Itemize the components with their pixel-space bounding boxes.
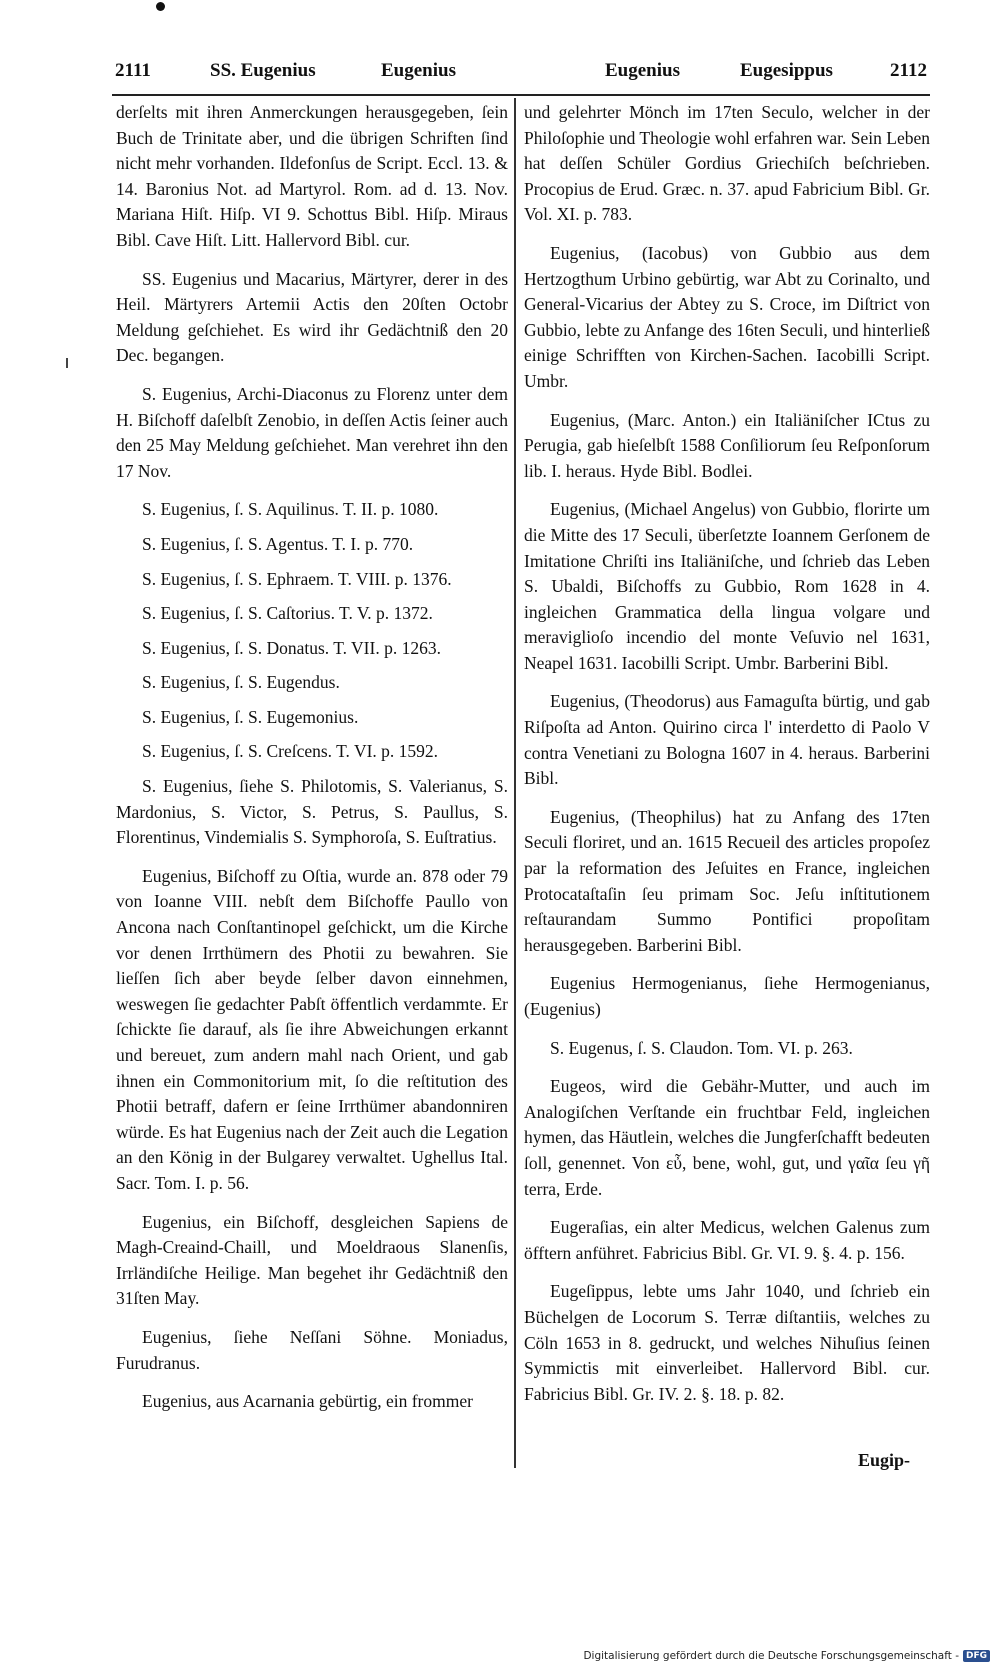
left-column bbox=[116, 100, 508, 1428]
entry: S. Eugenus, ſ. S. Claudon. Tom. VI. p. 263. bbox=[550, 1037, 853, 1058]
entry: S. Eugenius, ſ. S. Donatus. T. VII. p. 1263. bbox=[142, 637, 441, 658]
entry: S. Eugenius, ſ. S. Ephraem. T. VIII. p. 1376. bbox=[142, 568, 452, 589]
entry: Eugenius, ein Biſchoff, desgleichen Sapiens de Magh-Creaind-Chaill, und Moeldraous Slanenſis, Irrländiſche Heilige. Man begehet ihr Gedächtniß den 31ſten May. bbox=[116, 1211, 508, 1309]
entry: Eugenius, (Theodorus) aus Famaguſta bürtig, und gab Riſpoſta ad Anton. Quirino circa l' interdetto di Paolo V contra Venetiani zu Bologna 1607 in 4. heraus. Barberini Bibl. bbox=[524, 691, 930, 789]
entry: Eugenius, (Marc. Anton.) ein Italiäniſcher ICtus zu Perugia, gab hieſelbſt 1588 Conſiliorum ſeu Reſponſorum lib. I. heraus. Hyde Bibl. Bodlei. bbox=[524, 409, 930, 481]
margin-mark bbox=[66, 358, 68, 368]
right-column bbox=[524, 100, 930, 1420]
header-rule bbox=[112, 94, 930, 96]
entry: und gelehrter Mönch im 17ten Seculo, welcher in der Philoſophie und Theologie wohl erfahren war. Sein Leben hat deſſen Schüler Gordius Griechiſch beſchrieben. Procopius de Erud. Græc. n. 37. apud Fabricium Bibl. Gr. Vol. XI. p. 783. bbox=[524, 102, 930, 225]
ink-dot bbox=[156, 2, 165, 11]
entry: Eugenius, aus Acarnania gebürtig, ein frommer bbox=[142, 1391, 473, 1412]
column-divider bbox=[514, 98, 516, 1468]
entry: Eugeraſias, ein alter Medicus, welchen Galenus zum öfftern anführet. Fabricius Bibl. Gr. VI. 9. §. 4. p. 156. bbox=[524, 1217, 930, 1263]
entry: Eugenius, (Theophilus) hat zu Anfang des 17ten Seculi floriret, und an. 1615 Recueil des articles propoſez par la reformation des Jeſuites en France, ingleichen Protocataſtaſin ſeu primam Soc. Jeſu inſtitutionem reſtaurandam Summo Pontifici propoſitam herausgegeben. Barberini Bibl. bbox=[524, 806, 930, 955]
entry: Eugenius, ſiehe Neſſani Söhne. Moniadus, Furudranus. bbox=[116, 1326, 508, 1373]
page-number-left: 2111 bbox=[115, 60, 151, 81]
entry: S. Eugenius, ſ. S. Caſtorius. T. V. p. 1372. bbox=[142, 603, 433, 624]
digitization-footer bbox=[583, 1648, 990, 1664]
entry: S. Eugenius, Archi-Diaconus zu Florenz unter dem H. Biſchoff daſelbſt Zenobio, in deſſen Actis ſeiner auch den 25 May Meldung geſchiehet. Man verehret ihn den 17 Nov. bbox=[116, 383, 508, 481]
entry: SS. Eugenius und Macarius, Märtyrer, derer in des Heil. Märtyrers Artemii Actis den 20ſten Octobr Meldung geſchiehet. Es wird ihr Gedächtniß den 20 Dec. begangen. bbox=[116, 268, 508, 366]
entry: Eugeos, wird die Gebähr-Mutter, und auch im Analogiſchen Verſtande ein fruchtbar Feld, ingleichen hymen, das Häutlein, welches die Jungferſchafft bedeuten ſoll, genennet. Von εὖ, bene, wohl, gut, und γαῖα ſeu γῆ terra, Erde. bbox=[524, 1076, 930, 1199]
entry: Eugenius, (Michael Angelus) von Gubbio, florirte um die Mitte des 17 Seculi, überſetzte Ioannem Gerſonem de Imitatione Chriſti ins Italiäniſche, und ſchrieb das Leben S. Ubaldi, Biſchoffs zu Gubbio, Rom 1628 in 4. ingleichen Grammatica della lingua volgare und meraviglioſo incendio del monte Veſuvio nel 1631, Neapel 1631. Iacobilli Script. Umbr. Barberini Bibl. bbox=[524, 499, 930, 673]
entry: Eugenius, Biſchoff zu Oſtia, wurde an. 878 oder 79 von Ioanne VIII. nebſt dem Biſchoffe Paullo von Ancona nach Conſtantinopel geſchickt, um die Kirche vor denen Irrthümern des Photii zu bewahren. Sie lieſſen ſich aber beyde ſelber davon einnehmen, weswegen ſie gedachter Pabſt öffentlich verdammte. Er ſchickte ſie darauf, als ſie ihre Abweichungen erkannt und bereuet, zum andern mahl nach Orient, und gab ihnen ein Commonitorium mit, ſo die reſtitution des Photii betraff, dafern er ſeine Irrthümer abandonniren würde. Es hat Eugenius nach der Zeit auch die Legation an den König in der Bulgarey verwaltet. Ughellus Ital. Sacr. Tom. I. p. 56. bbox=[116, 865, 508, 1193]
entry: S. Eugenius, ſ. S. Creſcens. T. VI. p. 1592. bbox=[142, 741, 439, 762]
entry: derſelts mit ihren Anmerckungen herausgegeben, ſein Buch de Trinitate aber, und die übrigen Schriften ſind nicht mehr vorhanden. Ildefonſus de Script. Eccl. 13. & 14. Baronius Not. ad Martyrol. Rom. ad d. 13. Nov. Mariana Hiſt. Hiſp. VI 9. Schottus Bibl. Hiſp. Miraus Bibl. Cave Hiſt. Litt. Hallervord Bibl. cur. bbox=[116, 102, 508, 250]
entry: Eugenius, (Iacobus) von Gubbio aus dem Hertzogthum Urbino gebürtig, war Abt zu Corinalto, und General-Vicarius der Abtey zu S. Croce, im Diſtrict von Gubbio, lebte zu Anfange des 16ten Seculi, und hinterließ einige Schrifften von Kirchen-Sachen. Iacobilli Script. Umbr. bbox=[524, 242, 930, 391]
entry: Eugeſippus, lebte ums Jahr 1040, und ſchrieb ein Büchelgen de Locorum S. Terræ diſtantiis, welches zu Cöln 1653 in 8. gedruckt, und welches Nihuſius ſeinen Symmictis mit einverleibet. Hallervord Bibl. cur. Fabricius Bibl. Gr. IV. 2. §. 18. p. 82. bbox=[524, 1281, 930, 1404]
entry: Eugenius Hermogenianus, ſiehe Hermogenianus, (Eugenius) bbox=[524, 973, 930, 1019]
entry: S. Eugenius, ſ. S. Agentus. T. I. p. 770. bbox=[142, 533, 414, 554]
catchword: Eugip- bbox=[857, 1450, 910, 1470]
entry: S. Eugenius, ſ. S. Eugemonius. bbox=[142, 706, 359, 727]
entry: S. Eugenius, ſ. S. Eugendus. bbox=[142, 672, 340, 693]
entry: S. Eugenius, ſiehe S. Philotomis, S. Valerianus, S. Mardonius, S. Victor, S. Petrus, S. Paullus, S. Florentinus, Vindemialis S. Symphoroſa, S. Euſtratius. bbox=[116, 776, 508, 848]
footer-text: Digitalisierung gefördert durch die Deutsche Forschungsgemeinschaft - bbox=[583, 1650, 959, 1662]
entry: S. Eugenius, ſ. S. Aquilinus. T. II. p. 1080. bbox=[142, 499, 439, 520]
page-number-right: 2112 bbox=[890, 60, 927, 81]
header-right-first-headword: Eugenius bbox=[605, 60, 680, 81]
dfg-logo: DFG bbox=[963, 1650, 990, 1662]
header-right-last-headword: Eugesippus bbox=[740, 60, 833, 81]
header-left-last-headword: Eugenius bbox=[381, 60, 456, 81]
running-header bbox=[115, 60, 927, 90]
header-left-first-headword: SS. Eugenius bbox=[210, 60, 316, 81]
